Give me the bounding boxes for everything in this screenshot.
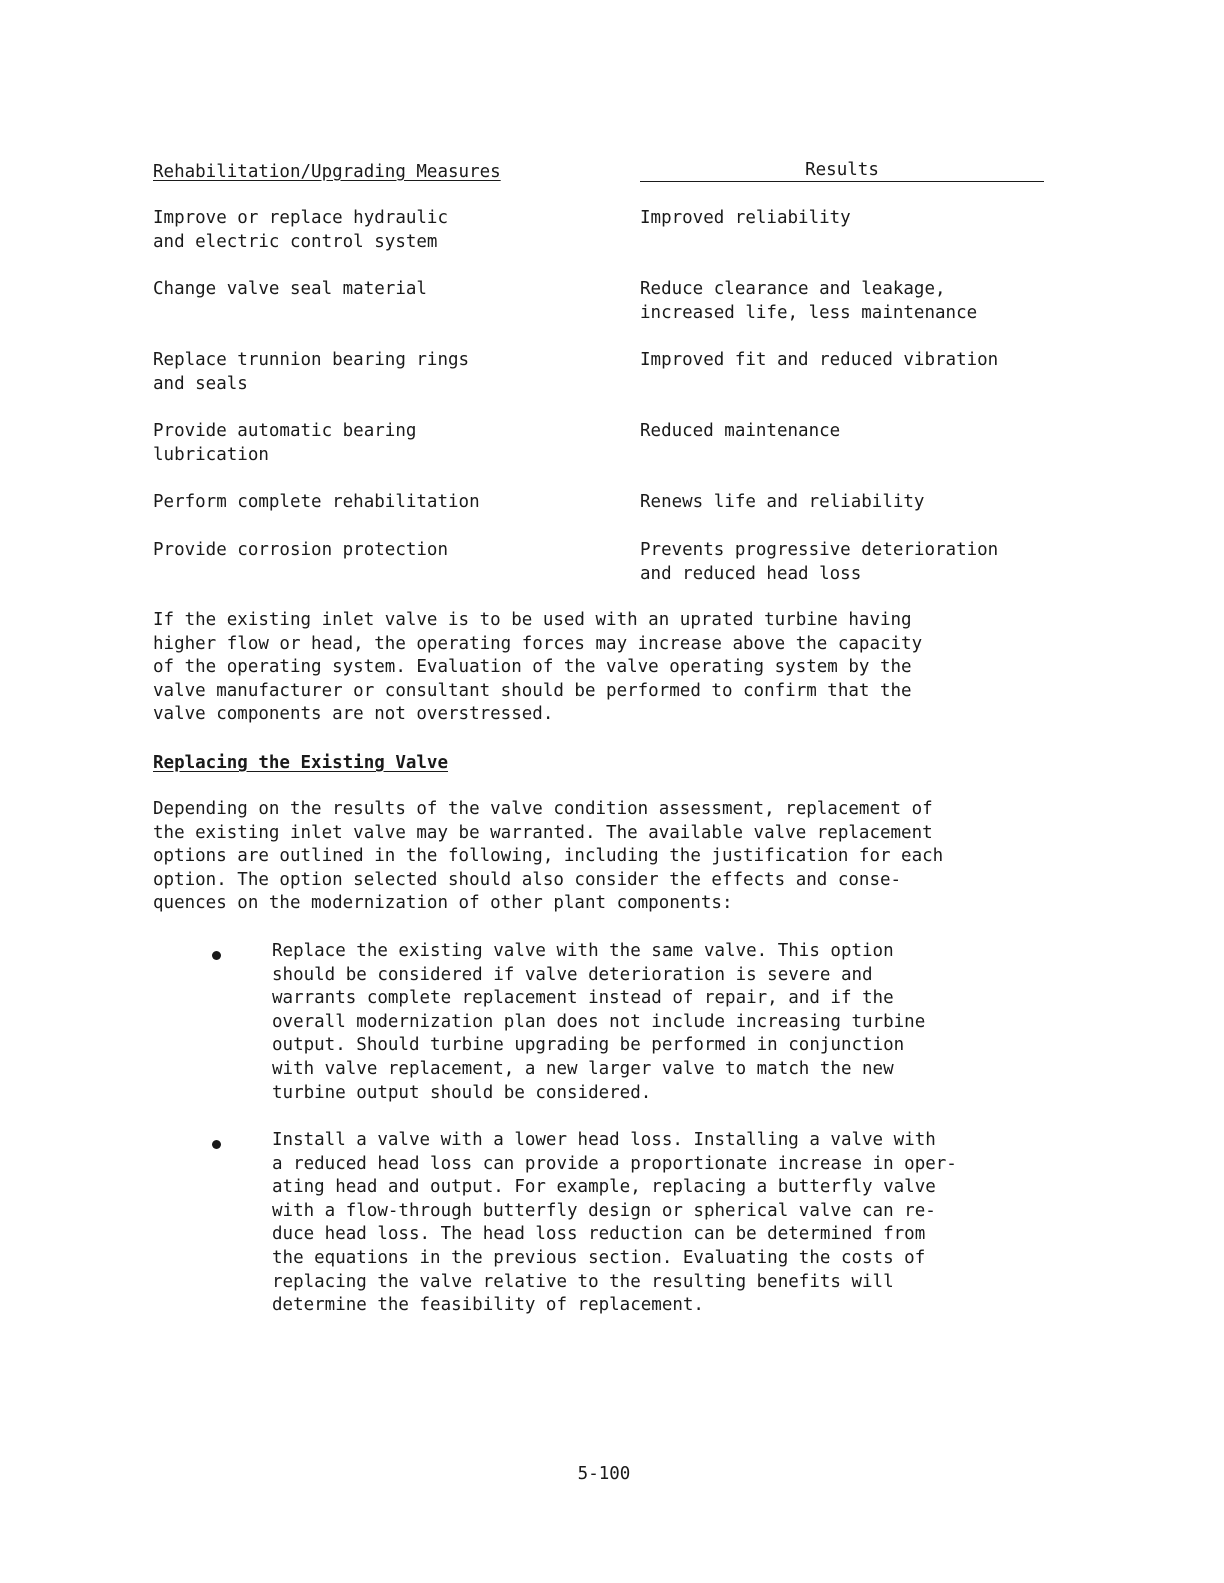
bullet-icon xyxy=(212,1140,221,1149)
table-row-measure: Perform complete rehabilitation xyxy=(153,492,480,512)
page-number: 5-100 xyxy=(577,1464,631,1484)
table-row-result: Improved reliability xyxy=(640,208,851,228)
table-row-measure: Change valve seal material xyxy=(153,279,427,299)
table-row-result: Improved fit and reduced vibration xyxy=(640,350,999,370)
table-row-result: Renews life and reliability xyxy=(640,492,925,512)
table-header-measures: Rehabilitation/Upgrading Measures xyxy=(153,162,501,182)
table-row-result: Reduce clearance and leakage, increased life, less maintenance xyxy=(640,279,978,323)
bullet-icon xyxy=(212,951,221,960)
table-header-results: Results xyxy=(640,160,1044,182)
list-item: Install a valve with a lower head loss. Installing a valve with a reduced head loss can provide a proportionate increase in oper- ating head and output. For example, replacing a butterfly valve with a flow-through butterfly design or spherical valve can re- duce head loss. The head loss reduction can be determined from the equations in the previous section. Evaluating the costs of replacing the valve relative to the resulting benefits will determine the feasibility of replacement. xyxy=(272,1130,957,1316)
table-row-measure: Improve or replace hydraulic and electric control system xyxy=(153,208,449,252)
paragraph-replacing-valve: Depending on the results of the valve condition assessment, replacement of the existing inlet valve may be warranted. The available valve replacement options are outlined in the following, including the justification for each option. The option selected should also consider the effects and conse- quences on the modernization of other plant components: xyxy=(153,799,944,914)
table-row-result: Prevents progressive deterioration and reduced head loss xyxy=(640,540,999,584)
table-row-measure: Replace trunnion bearing rings and seals xyxy=(153,350,470,394)
table-row-measure: Provide automatic bearing lubrication xyxy=(153,421,417,465)
table-row-result: Reduced maintenance xyxy=(640,421,841,441)
table-row-measure: Provide corrosion protection xyxy=(153,540,449,560)
section-heading: Replacing the Existing Valve xyxy=(153,753,449,773)
paragraph-uprated-turbine: If the existing inlet valve is to be used with an uprated turbine having higher flow or head, the operating forces may increase above the capacity of the operating system. Evaluation of the valve operating system by the valve manufacturer or consultant should be performed to confirm that the valve components are not overstressed. xyxy=(153,610,923,725)
list-item: Replace the existing valve with the same valve. This option should be considered if valve deterioration is severe and warrants complete replacement instead of repair, and if the overall modernization plan does not include increasing turbine output. Should turbine upgrading be performed in conjunction with valve replacement, a new larger valve to match the new turbine output should be considered. xyxy=(272,941,926,1103)
